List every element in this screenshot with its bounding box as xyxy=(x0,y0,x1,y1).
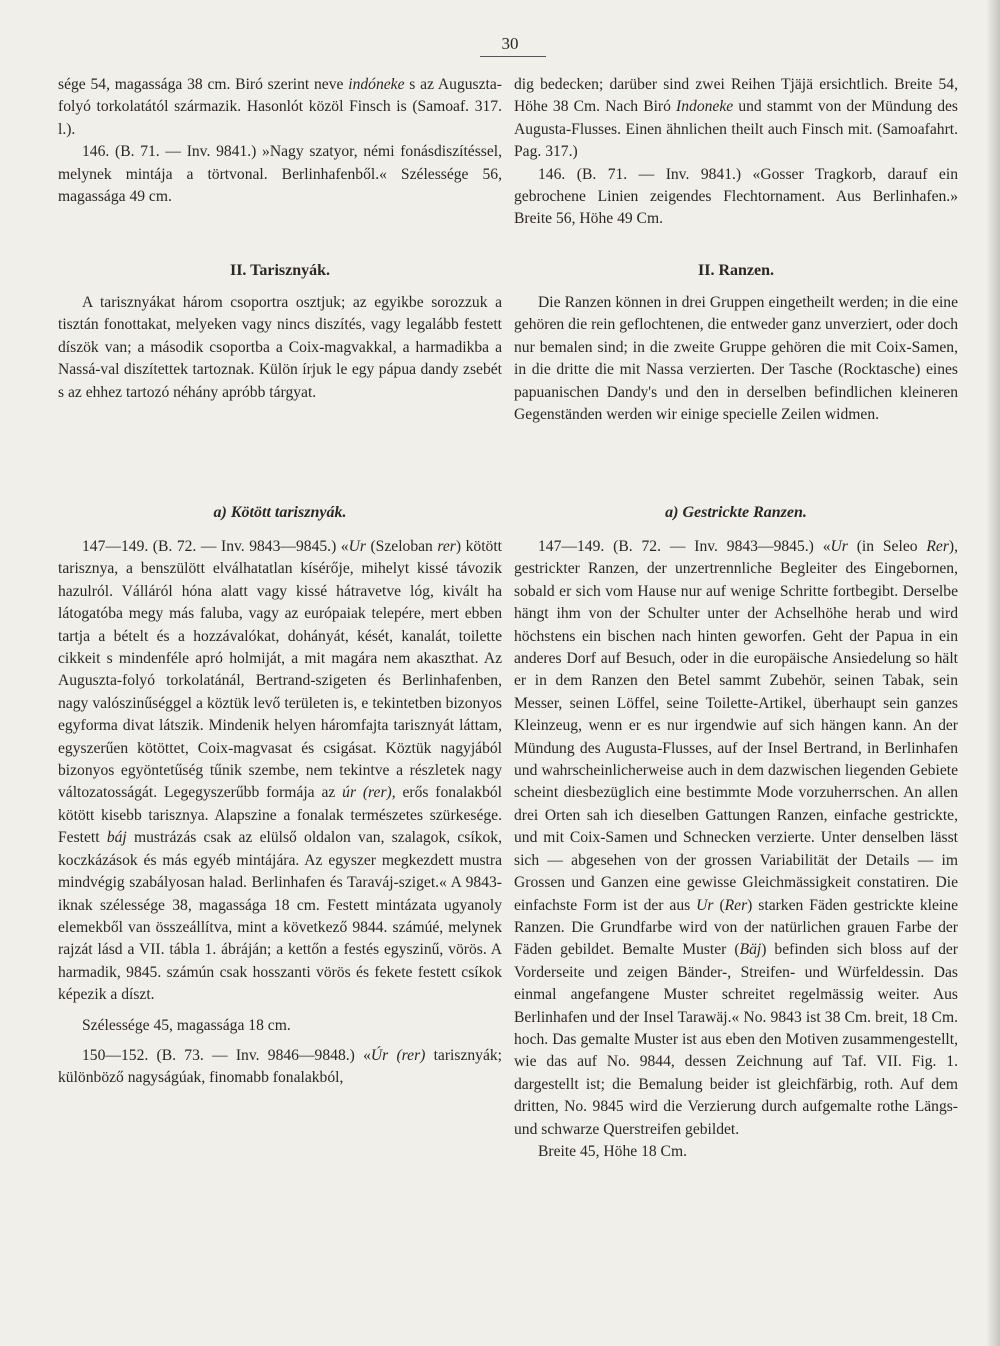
page-number: 30 xyxy=(501,34,519,53)
left-intro-paragraph-2: 146. (B. 71. — Inv. 9841.) »Nagy szatyor, némi fonásdiszítéssel, melynek mintája a törtvonal. Berlinhafenből.« Szélessége 56, magassága 49 cm. xyxy=(58,143,502,206)
right-intro-paragraph-2: 146. (B. 71. — Inv. 9841.) «Gosser Tragkorb, darauf ein gebrochene Linien zeigendes Flechtornament. Aus Berlinhafen.» Breite 56, Höhe 49 Cm. xyxy=(514,165,958,228)
left-sub-heading: a) Kötött tarisznyák. xyxy=(213,504,347,521)
right-intro-paragraph-1: dig bedecken; darüber sind zwei Reihen Tjäjä ersichtlich. Breite 54, Höhe 38 Cm. Nach Biró Indoneke und stammt von der Mündung des Augusta-Flusses. Einen ähnlichen theilt auch Finsch mit. (Samoafahrt. Pag. 317.) xyxy=(514,76,958,161)
page-number-rule xyxy=(480,56,546,57)
right-intro xyxy=(514,74,958,231)
right-body-paragraph-1: 147—149. (B. 72. — Inv. 9843—9845.) «Ur (in Seleo Rer), gestrickter Ranzen, der unzertrennliche Begleiter des Eingebornen, sobald er sich vom Hause nur auf wenige Schritte fortbegibt. Derselbe hängt ihm von der Schulter unter der Achselhöhe herab und wird höchstens ein bischen nach hinten geworfen. Geht der Papua in ein anderes Dorf auf Besuch, oder in die europäische Ansiedelung so hält er in dem Ranzen den Betel sammt Zubehör, seinen Tabak, sein Messer, seinen Löffel, seine Toilette-Artikel, überhaupt sein ganzes Kleinzeug, wenn er es nur irgendwie auf sich hängen kann. An der Mündung des Augusta-Flusses, auf der Insel Bertrand, in Berlinhafen und wahrscheinlicherweise auch in dem dazwischen liegenden Gebiete scheint diesbezüglich eine bestimmte Mode vorzuherrschen. An allen drei Orten sah ich dieselben Gattungen Ranzen, einfache gestrickte, und mit Coix-Samen und Schnecken verzierte. Unter denselben lässt sich — abgesehen von der grossen Variabilität der Details — im Grossen und Ganzen eine gewisse Gleichmässigkeit constatiren. Die einfachste Form ist der aus Ur (Rer) starken Fäden gestrickte kleine Ranzen. Die Grundfarbe wird von der natürlichen grauen Farbe der Fäden gebildet. Bemalte Muster (Bäj) befinden sich bloss auf der Vorderseite und zeigen Bänder-, Streifen- und Würfeldessin. Das einmal angefangene Muster schreitet regelmässig weiter. Aus Berlinhafen und der Insel Tarawäj.« No. 9843 ist 38 Cm. breit, 18 Cm. hoch. Das gemalte Muster ist aus eben den Motiven zusammengestellt, wie das auf No. 9844, dessen Zeichnung auf Taf. VII. Fig. 1. dargestellt ist; die Bemalung beider ist gleichfärbig, roth. Auf dem dritten, No. 9845 wird die Verzierung durch aufgemalte rothe Längs- und schwarze Querstreifen gebildet. xyxy=(514,538,958,1138)
left-intro-paragraph-1: sége 54, magassága 38 cm. Biró szerint neve indóneke s az Auguszta-folyó torkolatától származik. Hasonlót közöl Finsch is (Samoaf. 317. l.). xyxy=(58,76,502,138)
page-edge-shadow xyxy=(986,0,1000,1346)
right-section-text: Die Ranzen können in drei Gruppen eingetheilt werden; in die eine gehören die rein geflochtenen, die entweder ganz unverziert, oder doch nur bemalen sind; in die zweite Gruppe gehören die mit Coix-Samen, in die dritte die mit Nassa verzierten. Der Tasche (Rocktasche) eines papuanischen Dandy's und den in derselben befindlichen kleineren Gegenständen werden wir einige specielle Zeilen widmen. xyxy=(514,294,958,424)
right-sub-heading: a) Gestrickte Ranzen. xyxy=(665,504,807,521)
left-body xyxy=(58,536,502,1090)
right-body-paragraph-2: Breite 45, Höhe 18 Cm. xyxy=(538,1142,687,1160)
right-body xyxy=(514,536,958,1163)
left-intro xyxy=(58,74,502,208)
left-body-paragraph-3: 150—152. (B. 73. — Inv. 9846—9848.) «Úr (rer) tarisznyák; különböző nagyságúak, finomabb fonalakból, xyxy=(58,1046,503,1087)
left-body-paragraph-2: Szélessége 45, magassága 18 cm. xyxy=(82,1016,291,1034)
left-section-text: A tarisznyákat három csoportra osztjuk; az egyikbe sorozzuk a tisztán fonottakat, melyeken vagy nincs diszítés, vagy legalább festett díszök van; a második csoportba a Coix-magvakkal, a harmadikba a Nassá-val diszítettek tartoznak. Külön írjuk le egy pápua dandy zsebét s az ehhez tartozó néhány apróbb tárgyat. xyxy=(58,294,502,401)
left-section-heading: II. Tarisznyák. xyxy=(229,262,331,279)
right-section-heading: II. Ranzen. xyxy=(697,262,774,279)
left-body-paragraph-1: 147—149. (B. 72. — Inv. 9843—9845.) «Ur (Szeloban rer) kötött tarisznya, a benszülött elválhatatlan kísérője, mihelyt kissé távozik hazulról. Válláról hóna alatt vagy kissé hátravetve lóg, kivált ha látogatóba megy más faluba, vagy az európaiak telepére, mert ebben tartja a bételt és a hozzávalókat, dohányát, kését, kanalát, toilette cikkeit s mindenféle apró holmiját, a mit magára nem akaszthat. Az Auguszta-folyó torkolatánál, Bertrand-szigeten és Berlinhafenben, nagy valószinűséggel a köztük levő területen is, e tekintetben bizonyos egyforma divat látszik. Mindenik helyen háromfajta tarisznyát láttam, egyszerűen kötöttet, Coix-magvasat és csigásat. Köztük nagyjából bizonyos egyöntetűség tűnik szembe, nem tekintve a részletek nagy változatosságát. Legegyszerűbb formája az úr (rer), erős fonalakból kötött kisebb tarisznya. Alapszine a fonalak természetes szürkesége. Festett báj mustrázás csak az elülső oldalon van, szalagok, csíkok, koczkázások és más egyéb mintájára. Az egyszer megkezdett mustra mindvégig szabályosan halad. Berlinhafen és Taraváj-sziget.« A 9843-iknak szélessége 38, magassága 18 cm. Festett mintázata ugyanoly elemekből van összeállítva, mint a következő 9844. számúé, melynek rajzát lásd a VII. tábla 1. ábráján; a kettőn a festés egyszinű, vörös. A harmadik, 9845. számún csak hosszanti vörös és fekete festett csíkok képezik a díszt. xyxy=(58,538,502,1004)
